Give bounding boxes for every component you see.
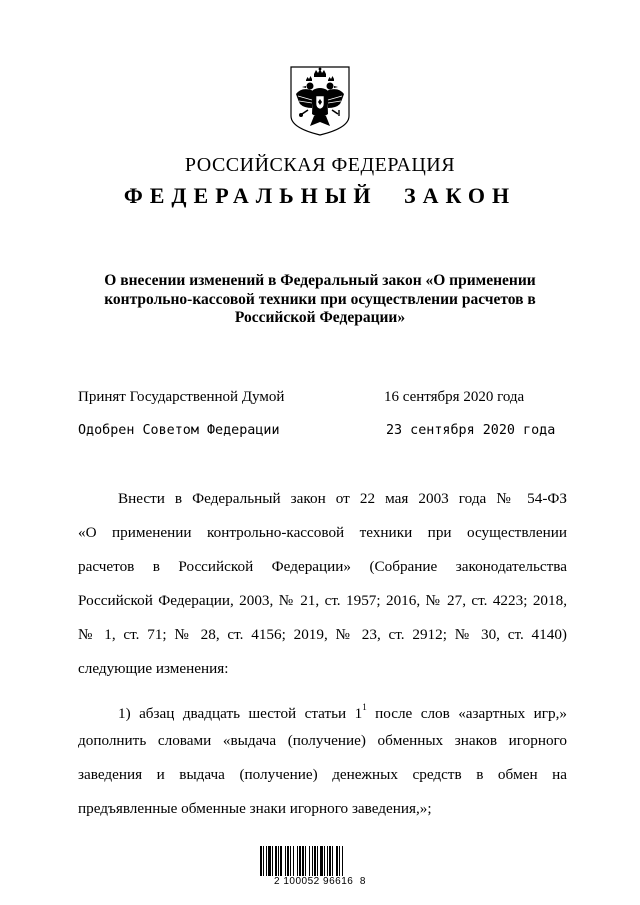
barcode-bar [339,846,340,876]
paragraph-item-1 [78,690,567,826]
barcode-icon [258,846,380,876]
paragraph-line: дополнить словами «выдача (получение) обменных знаков игорного [78,732,567,749]
council-approval-row [78,423,568,438]
barcode-bar [266,846,267,876]
item-1-start: 1) абзац двадцать шестой статьи 1 [118,705,363,722]
barcode-bar [327,846,328,876]
council-approval-date: 23 сентября 2020 года [386,423,556,438]
barcode-bar [299,846,301,876]
barcode-bar [309,846,310,876]
barcode-bar [320,846,323,876]
barcode-bar [297,846,298,876]
duma-adoption-row [78,389,568,406]
paragraph-line: предъявленные обменные знаки игорного заведения,»; [78,800,432,817]
barcode-bar [329,846,331,876]
barcode-bar [275,846,277,876]
duma-adoption-date: 16 сентября 2020 года [384,389,525,405]
barcode-bar [293,846,294,876]
barcode-bar [260,846,262,876]
barcode-bar [302,846,304,876]
barcode-bar [342,846,343,876]
council-approval-label: Одобрен Советом Федерации [78,423,280,438]
paragraph-line: № 1, ст. 71; № 28, ст. 4156; 2019, № 23, ст. 2912; № 30, ст. 4140) [78,626,567,643]
barcode-bar [290,846,291,876]
barcode-bar [272,846,273,876]
barcode-bar [312,846,313,876]
barcode-bar [305,846,306,876]
paragraph-line: заведения и выдача (получение) денежных средств в обмен на [78,766,567,783]
law-title-line-2: контрольно-кассовой техники при осуществлении расчетов в [104,290,536,308]
item-1-end: после слов «азартных игр,» [366,705,567,722]
paragraph-line [78,690,567,724]
paragraph-line: расчетов в Российской Федерации» (Собрание законодательства [78,558,567,575]
barcode-bar [324,846,325,876]
law-title [100,272,540,328]
country-heading: РОССИЙСКАЯ ФЕДЕРАЦИЯ [184,154,456,176]
barcode-bar [285,846,286,876]
item-1-superscript: 1 [362,702,367,712]
duma-adoption-label: Принят Государственной Думой [78,389,285,405]
paragraph-line: «О применении контрольно-кассовой техники при осуществлении [78,524,567,541]
law-title-line-3: Российской Федерации» [234,309,406,326]
barcode-bar [263,846,264,876]
barcode-bar [314,846,316,876]
barcode-number: 2 100052 96616 8 [274,876,366,887]
russian-coat-of-arms-icon [288,64,352,138]
barcode-bar [280,846,282,876]
barcode-bar [287,846,289,876]
paragraph-line: Внести в Федеральный закон от 22 мая 2003 года № 54-ФЗ [118,490,567,507]
barcode-bar [332,846,333,876]
paragraph-line: Российской Федерации, 2003, № 21, ст. 1957; 2016, № 27, ст. 4223; 2018, [78,592,567,609]
barcode-bar [268,846,271,876]
barcode-bar [317,846,318,876]
paragraph-line: следующие изменения: [78,660,229,677]
barcode-bar [278,846,279,876]
paragraph-introduction [78,482,567,686]
barcode-bar [336,846,338,876]
law-title-line-1: О внесении изменений в Федеральный закон «О применении [104,272,536,289]
law-type-heading: ФЕДЕРАЛЬНЫЙ ЗАКОН [123,183,517,208]
